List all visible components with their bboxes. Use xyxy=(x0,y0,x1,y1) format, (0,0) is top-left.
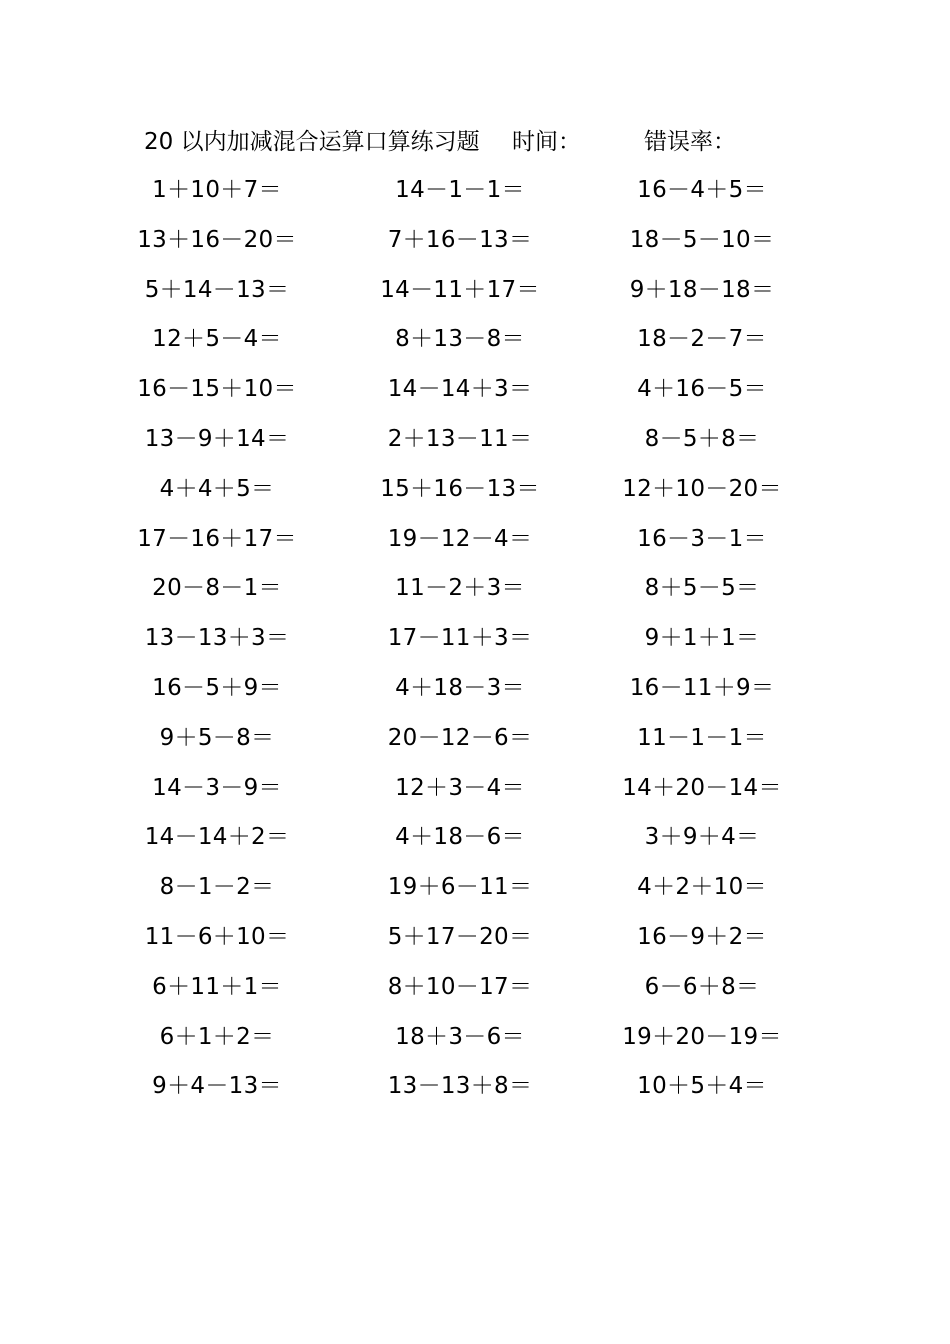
problem: 6＋11＋1＝ xyxy=(152,973,282,1000)
problem: 20－12－6＝ xyxy=(387,724,533,751)
problem: 6＋1＋2＝ xyxy=(159,1023,275,1050)
problem: 9＋18－18＝ xyxy=(629,276,775,303)
problem: 13－13＋3＝ xyxy=(144,625,290,652)
problem: 16－9＋2＝ xyxy=(637,923,767,950)
problem: 4＋18－6＝ xyxy=(395,824,525,851)
problem: 5＋17－20＝ xyxy=(387,923,533,950)
problem: 15＋16－13＝ xyxy=(380,475,540,502)
problem: 13－13＋8＝ xyxy=(387,1073,533,1100)
problem-column-3 xyxy=(592,166,812,1112)
problem: 8－5＋8＝ xyxy=(644,425,760,452)
problem: 19＋20－19＝ xyxy=(622,1023,782,1050)
problem: 17－11＋3＝ xyxy=(387,625,533,652)
problem: 9＋1＋1＝ xyxy=(644,625,760,652)
problem: 16－3－1＝ xyxy=(637,525,767,552)
problem: 4＋4＋5＝ xyxy=(159,475,275,502)
problem: 8＋5－5＝ xyxy=(644,575,760,602)
problem: 19＋6－11＝ xyxy=(387,874,533,901)
problem: 13＋16－20＝ xyxy=(137,226,297,253)
worksheet-title: 20 以内加减混合运算口算练习题 xyxy=(144,129,480,155)
problem: 11－2＋3＝ xyxy=(395,575,525,602)
problem-column-1 xyxy=(107,166,327,1112)
error-rate-label: 错误率： xyxy=(644,129,736,155)
problem: 2＋13－11＝ xyxy=(387,425,533,452)
problem: 9＋4－13＝ xyxy=(152,1073,282,1100)
problem: 20－8－1＝ xyxy=(152,575,282,602)
problem: 16－5＋9＝ xyxy=(152,674,282,701)
problem: 12＋3－4＝ xyxy=(395,774,525,801)
problem: 14－1－1＝ xyxy=(395,177,525,203)
problem: 5＋14－13＝ xyxy=(144,276,290,303)
problem: 6－6＋8＝ xyxy=(644,973,760,1000)
problem: 19－12－4＝ xyxy=(387,525,533,552)
problem: 9＋5－8＝ xyxy=(159,724,275,751)
problem: 14＋20－14＝ xyxy=(622,774,782,801)
problem: 14－14＋3＝ xyxy=(387,376,533,403)
problem: 3＋9＋4＝ xyxy=(644,824,760,851)
problem: 11－6＋10＝ xyxy=(144,923,290,950)
problem: 12＋5－4＝ xyxy=(152,326,282,353)
problem: 17－16＋17＝ xyxy=(137,525,297,552)
problem: 13－9＋14＝ xyxy=(144,425,290,452)
problem: 4＋2＋10＝ xyxy=(637,874,767,901)
time-label: 时间： xyxy=(512,129,581,155)
problem: 4＋16－5＝ xyxy=(637,376,767,403)
problem: 14－11＋17＝ xyxy=(380,276,540,303)
problem: 4＋18－3＝ xyxy=(395,674,525,701)
problem: 1＋10＋7＝ xyxy=(152,177,282,203)
problem: 10＋5＋4＝ xyxy=(637,1073,767,1100)
problem: 16－4＋5＝ xyxy=(637,177,767,203)
worksheet-header xyxy=(0,124,950,160)
problem: 14－14＋2＝ xyxy=(144,824,290,851)
problem: 8＋13－8＝ xyxy=(395,326,525,353)
problem: 18－5－10＝ xyxy=(629,226,775,253)
problem: 12＋10－20＝ xyxy=(622,475,782,502)
problem: 8＋10－17＝ xyxy=(387,973,533,1000)
problem: 16－11＋9＝ xyxy=(629,674,775,701)
problem: 11－1－1＝ xyxy=(637,724,767,751)
problem-column-2 xyxy=(350,166,570,1112)
problem: 16－15＋10＝ xyxy=(137,376,297,403)
problem: 14－3－9＝ xyxy=(152,774,282,801)
problem: 18＋3－6＝ xyxy=(395,1023,525,1050)
problem: 7＋16－13＝ xyxy=(387,226,533,253)
problem: 18－2－7＝ xyxy=(637,326,767,353)
problem: 8－1－2＝ xyxy=(159,874,275,901)
